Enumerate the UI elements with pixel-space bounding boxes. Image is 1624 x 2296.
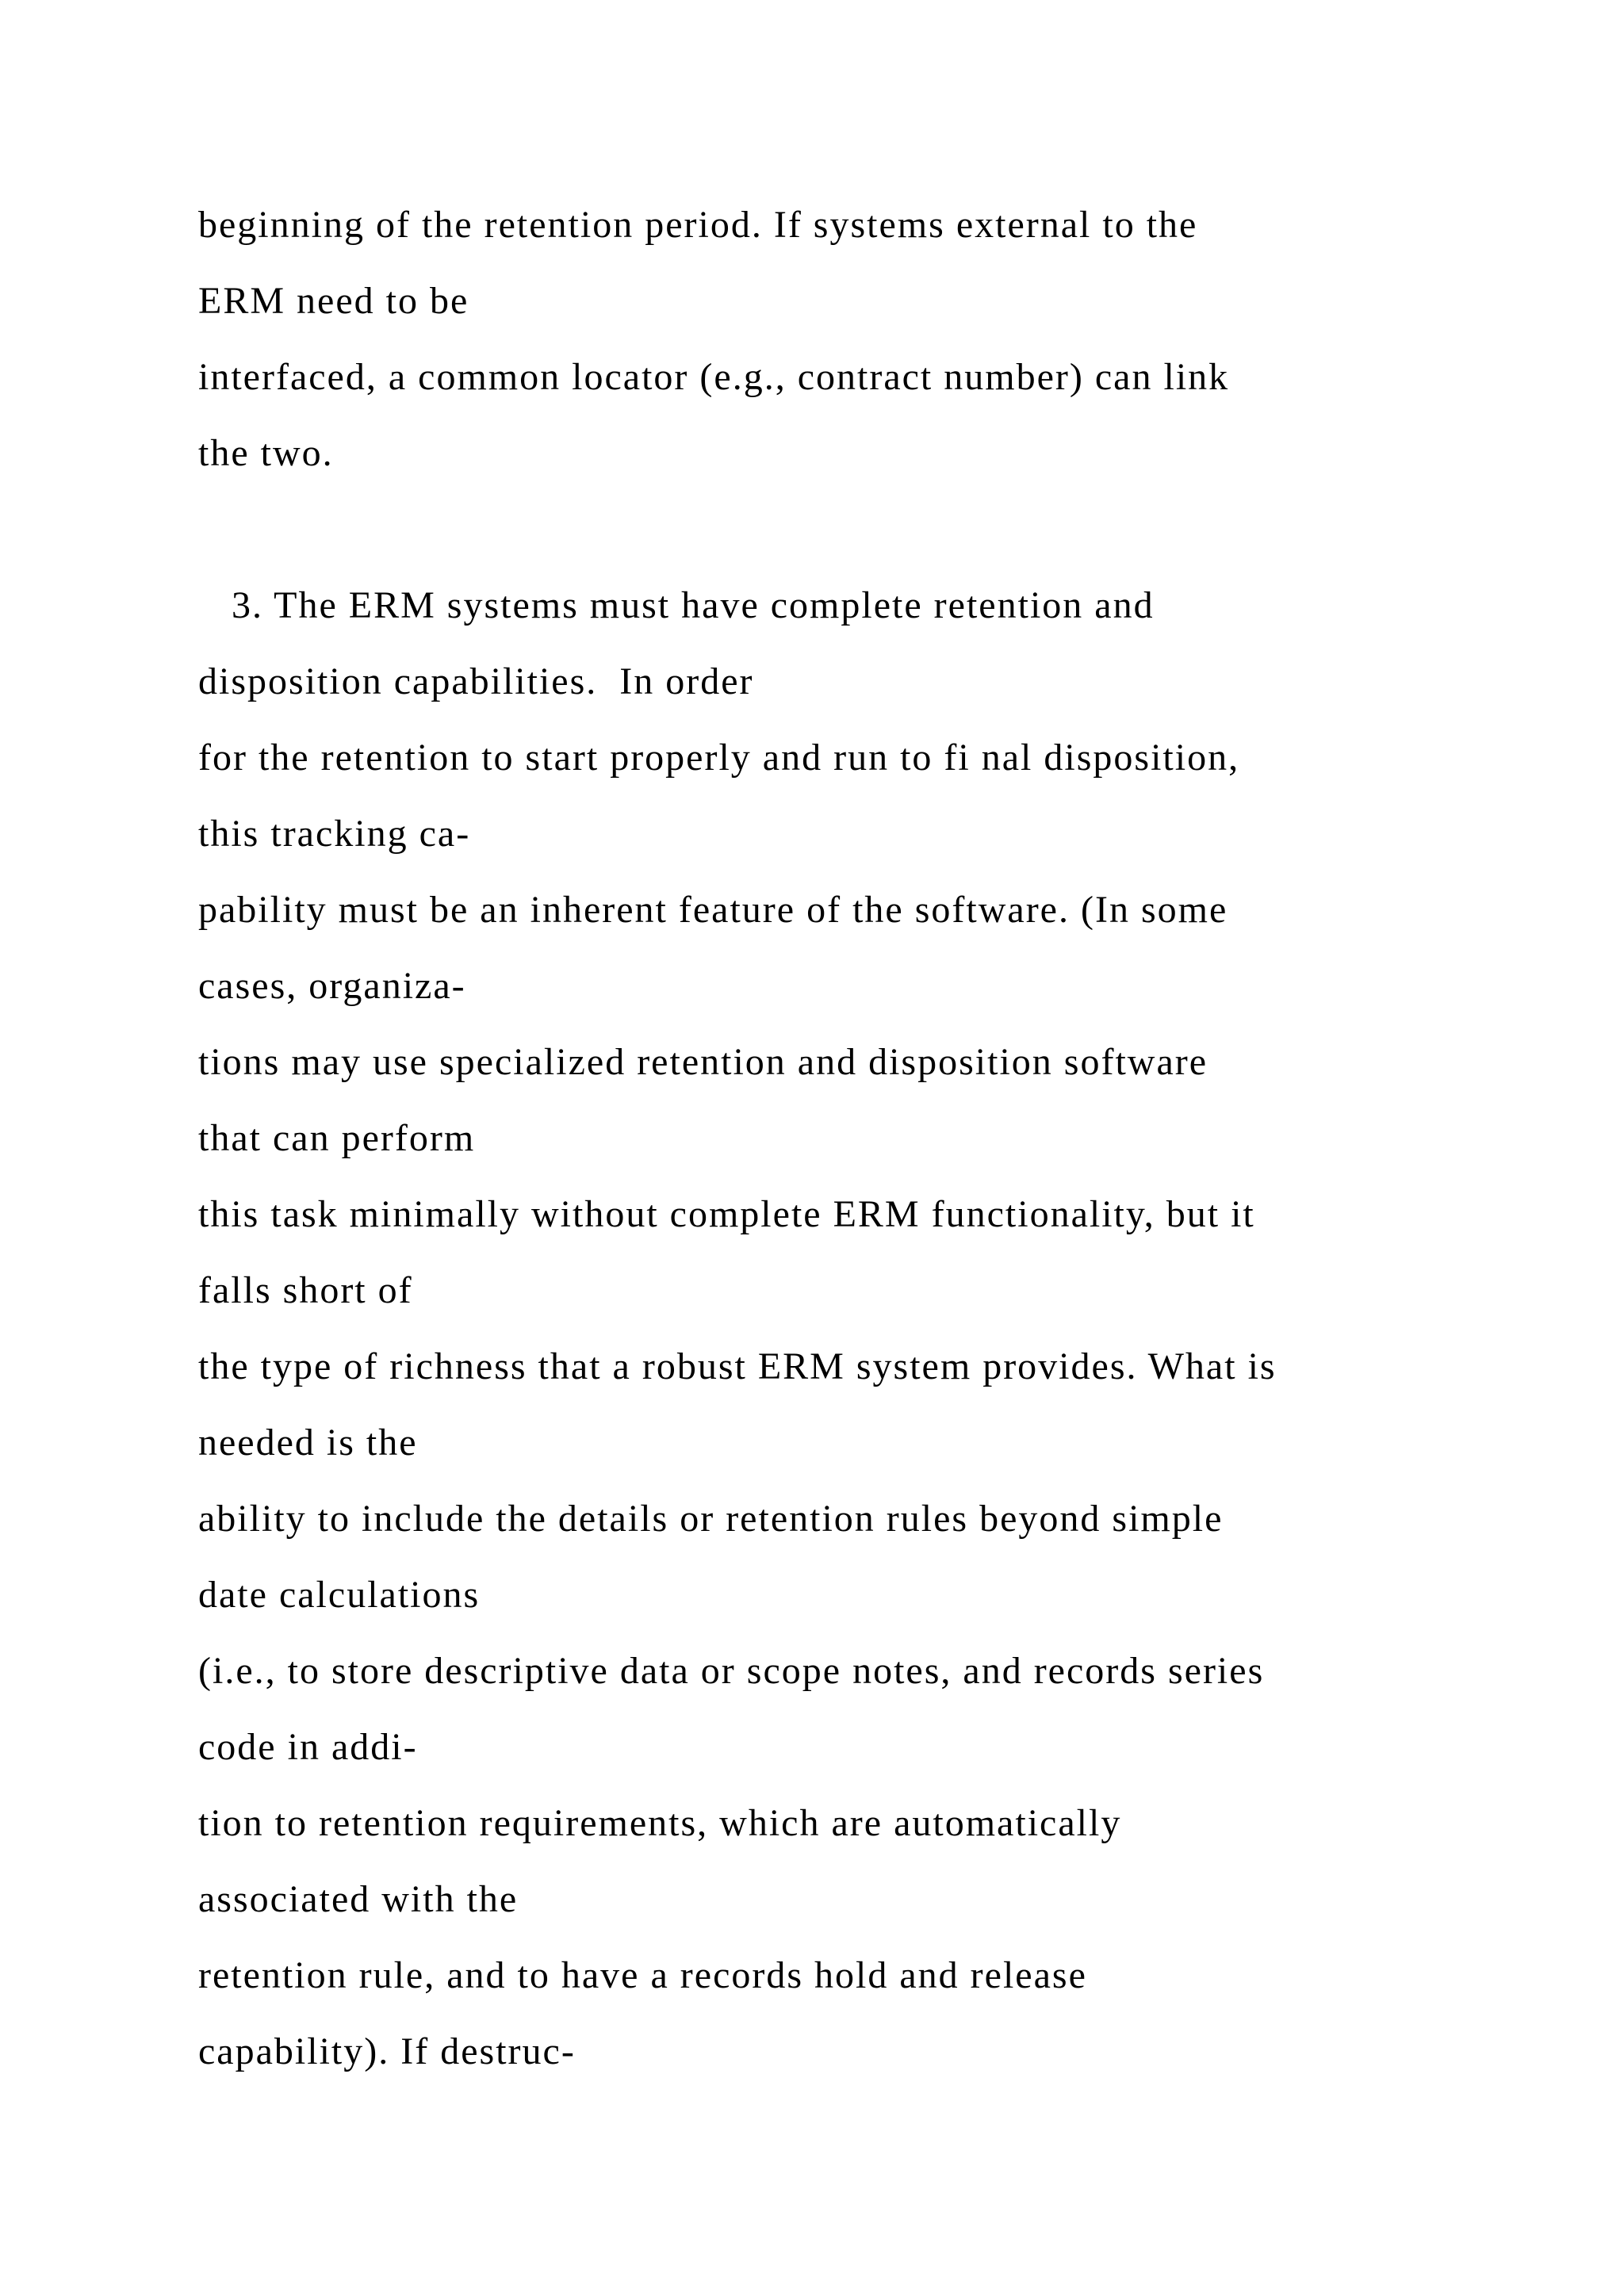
text-line: date calculations bbox=[198, 1574, 481, 1616]
text-line: ERM need to be bbox=[198, 280, 469, 322]
text-line: for the retention to start properly and run to fi nal disposition, bbox=[198, 737, 1240, 779]
text-line: code in addi- bbox=[198, 1726, 418, 1768]
text-line: interfaced, a common locator (e.g., contract number) can link bbox=[198, 356, 1230, 398]
text-line: retention rule, and to have a records hold and release bbox=[198, 1954, 1087, 1996]
text-line: the type of richness that a robust ERM system provides. What is bbox=[198, 1345, 1277, 1387]
text-line: ability to include the details or retention rules beyond simple bbox=[198, 1498, 1224, 1540]
list-item-number-3-line: 3. The ERM systems must have complete retention and bbox=[198, 584, 1155, 626]
text-line: this task minimally without complete ERM functionality, but it bbox=[198, 1193, 1255, 1235]
text-line: needed is the bbox=[198, 1422, 418, 1464]
text-line: this tracking ca- bbox=[198, 813, 471, 855]
text-line: that can perform bbox=[198, 1117, 476, 1159]
text-line: capability). If destruc- bbox=[198, 2030, 576, 2072]
text-line: falls short of bbox=[198, 1269, 413, 1311]
text-line: cases, organiza- bbox=[198, 965, 466, 1007]
document-body bbox=[198, 187, 1562, 2090]
text-line: disposition capabilities. In order bbox=[198, 660, 754, 702]
paragraph-gap bbox=[198, 492, 1562, 568]
text-line: tions may use specialized retention and disposition software bbox=[198, 1041, 1208, 1083]
text-line: (i.e., to store descriptive data or scope notes, and records series bbox=[198, 1650, 1265, 1692]
text-line: beginning of the retention period. If systems external to the bbox=[198, 204, 1198, 246]
text-line: the two. bbox=[198, 432, 334, 474]
text-line: tion to retention requirements, which are automatically bbox=[198, 1802, 1122, 1844]
text-line: pability must be an inherent feature of the software. (In some bbox=[198, 889, 1228, 931]
text-line: associated with the bbox=[198, 1878, 519, 1920]
